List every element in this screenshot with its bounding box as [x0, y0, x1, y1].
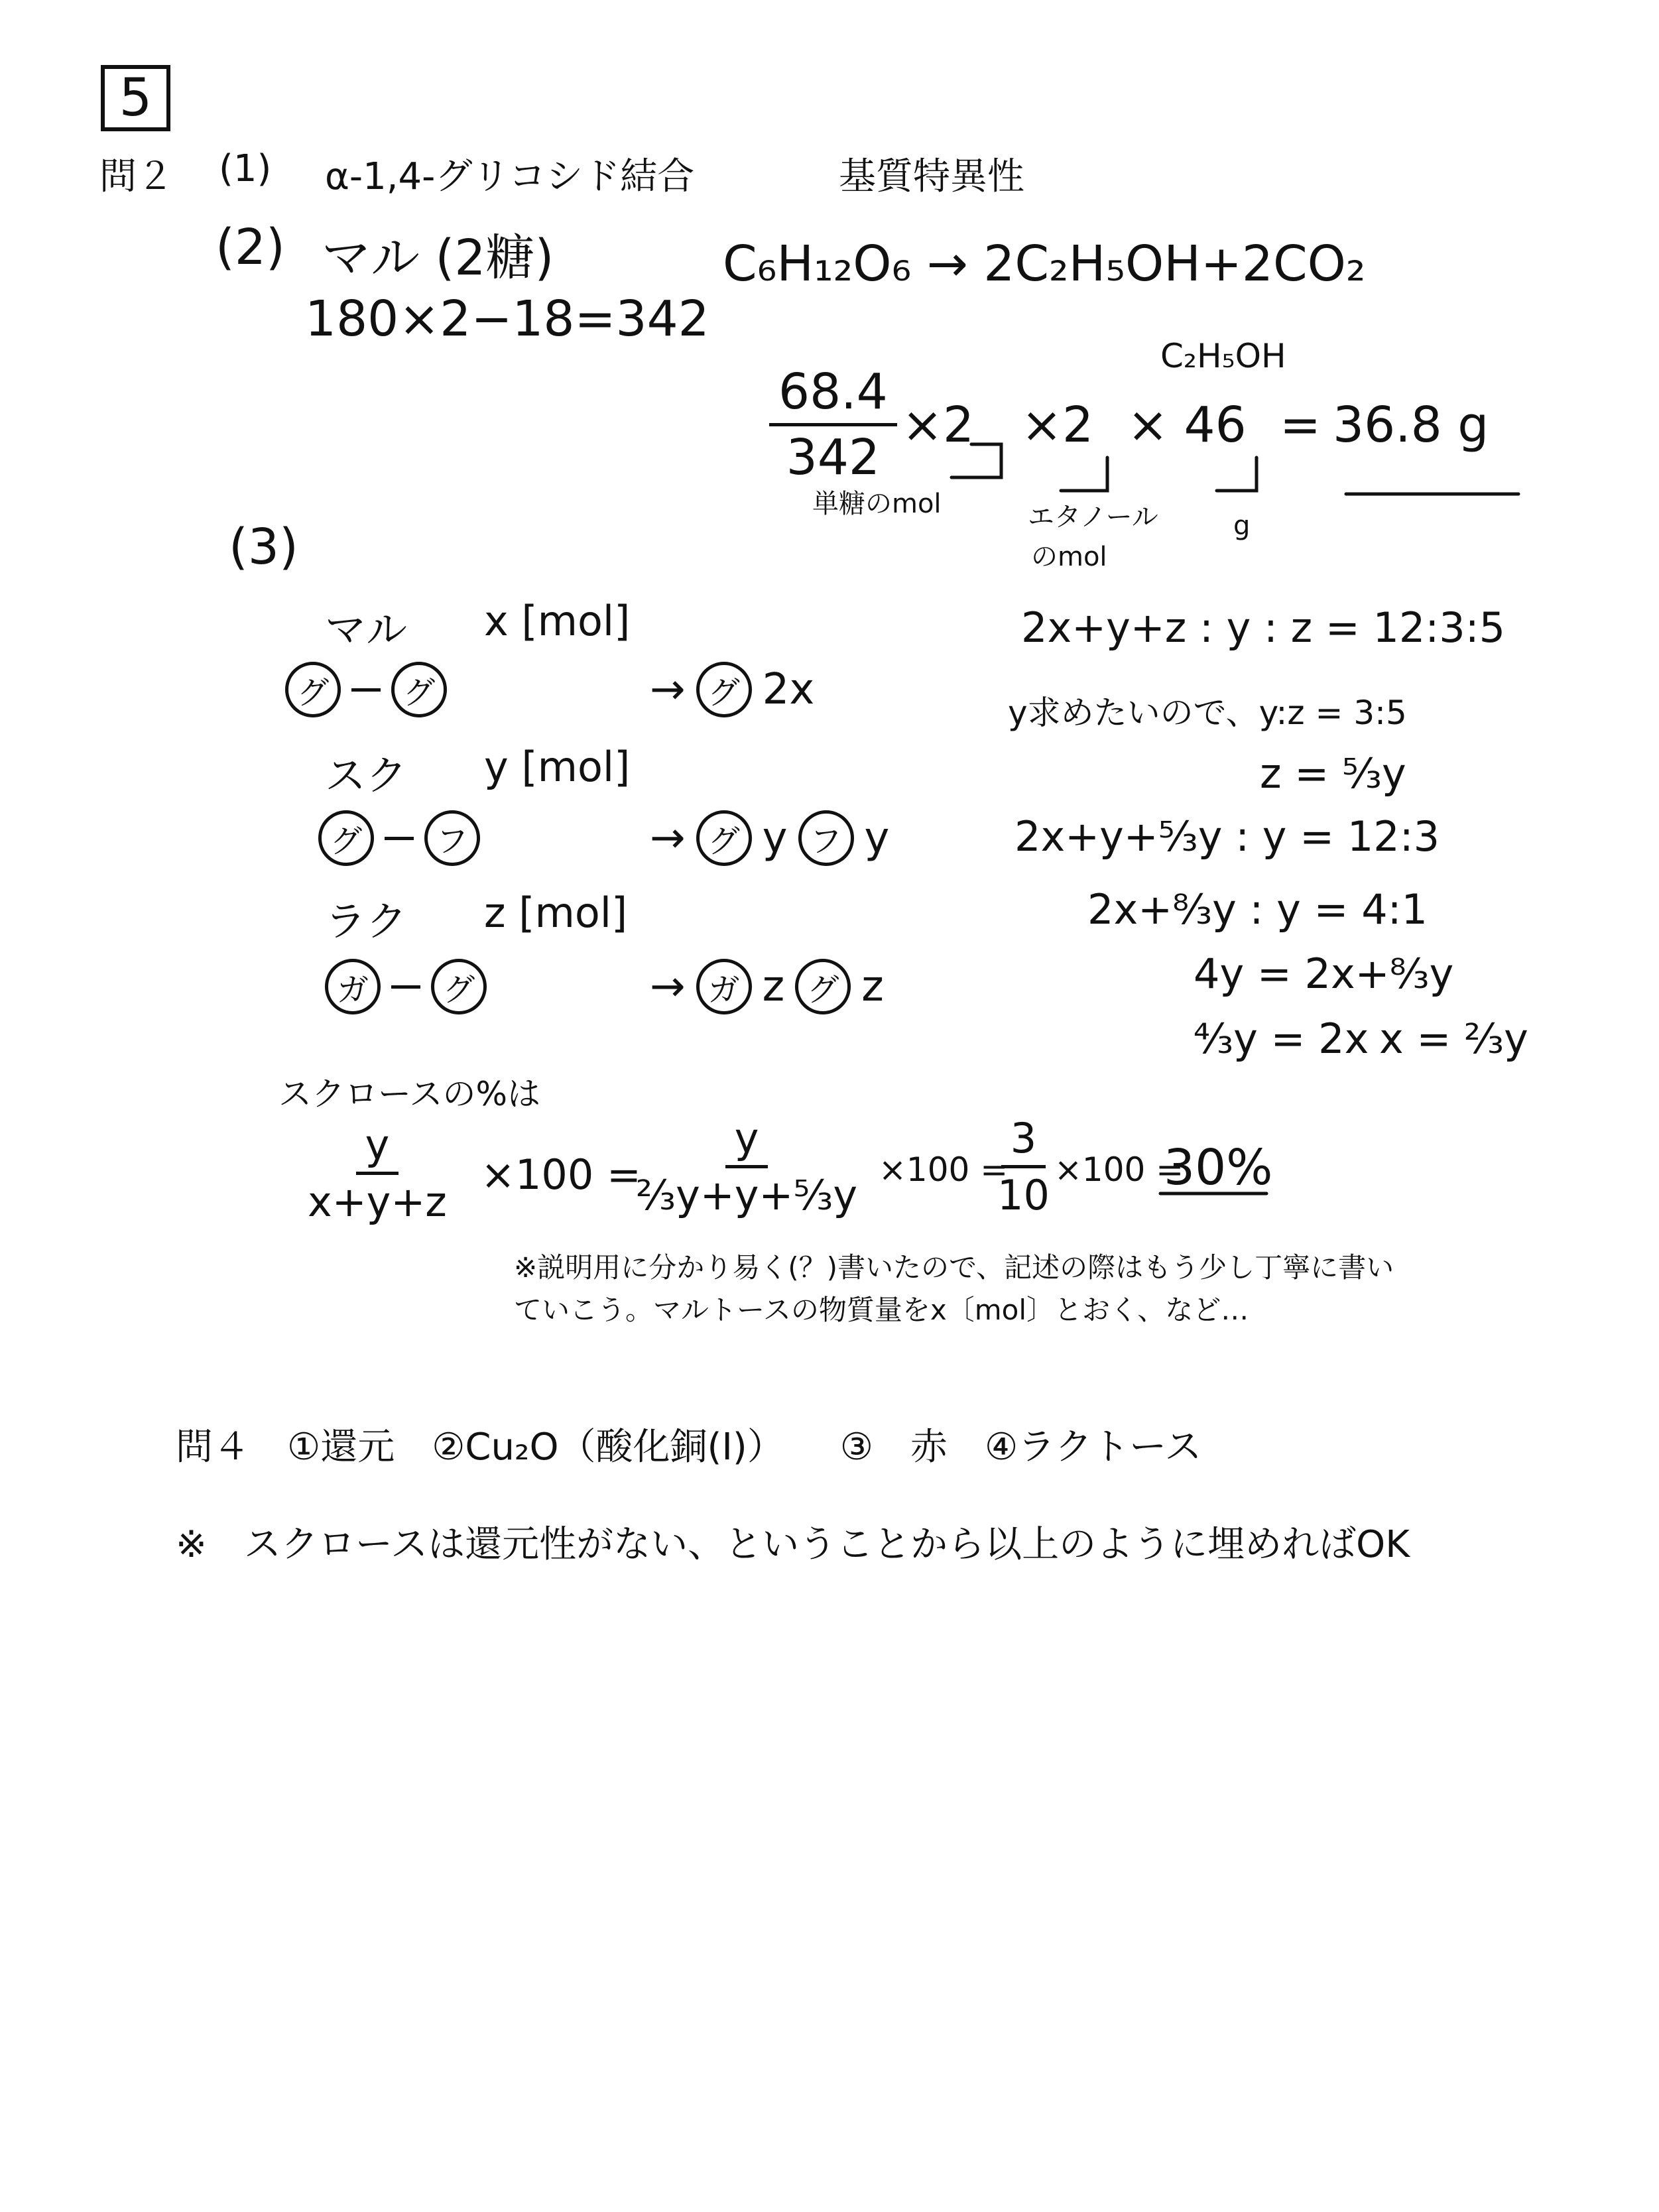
- q2-p1-label: (1): [219, 147, 272, 190]
- eq5: 2x+⁸⁄₃y : y = 4:1: [1087, 885, 1428, 934]
- maltose-var: x [mol]: [484, 597, 631, 645]
- glucose-unit: グ: [431, 959, 487, 1014]
- glucose-unit: グ: [318, 810, 374, 866]
- q2-p2-frac-den: 342: [786, 429, 880, 486]
- galactose-unit: ガ: [696, 959, 752, 1014]
- q2-p2-ethanol-label: C₂H₅OH: [1160, 337, 1286, 375]
- eq2: y求めたいので、y:z = 3:5: [1008, 694, 1407, 732]
- arrow: →: [650, 814, 686, 863]
- q2-p2-note-ethanol-2: のmol: [1031, 542, 1107, 572]
- q2-p2-equals: =: [1280, 397, 1321, 454]
- q2-label: 問２: [99, 155, 174, 198]
- problem-number: 5: [119, 68, 153, 128]
- q2-p2-note-mono: 単糖のmol: [812, 489, 942, 519]
- arrow: →: [650, 962, 686, 1011]
- sucrose-product-amount-1: y: [762, 814, 788, 863]
- eq7b: x = ²⁄₃y: [1379, 1014, 1528, 1063]
- q2-p2-sugar: マル (2糖): [322, 229, 554, 286]
- galactose-unit: ガ: [325, 959, 381, 1014]
- sucrose-var: y [mol]: [484, 743, 631, 791]
- pct-f3-num: 3: [1001, 1114, 1046, 1168]
- bracket-g: [1217, 458, 1257, 491]
- q4-text: 問４ ①還元 ②Cu₂O（酸化銅(I)） ③ 赤 ④ラクトース: [176, 1426, 1202, 1469]
- fructose-unit: フ: [424, 810, 480, 866]
- q2-p3-label: (3): [229, 519, 298, 576]
- sucrose-pct-label: スクロースの%は: [278, 1075, 541, 1113]
- eq7a: ⁴⁄₃y = 2x: [1194, 1014, 1369, 1063]
- q2-p2-times2: ×2: [1021, 397, 1094, 454]
- q2-p2-times1: ×2: [902, 397, 975, 454]
- lactose-product-amount-1: z: [762, 962, 785, 1011]
- arrow: →: [650, 665, 686, 714]
- maltose-label: マル: [325, 605, 408, 654]
- note-line-2: ていこう。マルトースの物質量をx〔mol〕とおく、など…: [514, 1294, 1249, 1326]
- sucrose-label: スク: [325, 751, 408, 800]
- q2-p2-mw-calc: 180×2−18=342: [305, 290, 709, 347]
- q2-p1-property: 基質特異性: [839, 155, 1024, 198]
- q2-p2-times3: × 46: [1127, 397, 1247, 454]
- q2-p2-frac-num: 68.4: [769, 363, 897, 426]
- eq1: 2x+y+z : y : z = 12:3:5: [1021, 603, 1506, 652]
- lactose-product-amount-2: z: [861, 962, 884, 1011]
- glucose-unit: グ: [696, 662, 752, 717]
- q2-p2-label: (2): [215, 219, 285, 276]
- pct-f1-mul: ×100 =: [481, 1150, 641, 1199]
- glucose-unit: グ: [795, 959, 851, 1014]
- q2-p2-note-g: g: [1233, 511, 1251, 541]
- lactose-var: z [mol]: [484, 889, 628, 937]
- glucose-unit: グ: [696, 810, 752, 866]
- q2-p2-reaction: C₆H₁₂O₆ → 2C₂H₅OH+2CO₂: [723, 235, 1366, 292]
- maltose-product-amount: 2x: [762, 665, 815, 714]
- bracket-mono: [952, 444, 1001, 477]
- pct-f3-mul: ×100 =: [1054, 1150, 1184, 1189]
- pct-f3-den: 10: [997, 1171, 1050, 1219]
- q2-p2-result: 36.8 g: [1333, 397, 1489, 454]
- q2-p2-note-ethanol-1: エタノール: [1028, 502, 1158, 532]
- glucose-unit: グ: [285, 662, 341, 717]
- pct-final: 30%: [1164, 1139, 1273, 1196]
- pct-f2-mul: ×100 =: [879, 1150, 1009, 1189]
- sucrose-product-amount-2: y: [864, 814, 890, 863]
- bracket-ethanol: [1061, 458, 1107, 491]
- q2-p1-bond: α-1,4-グリコシド結合: [325, 155, 695, 198]
- pct-f1-den: x+y+z: [308, 1178, 447, 1226]
- glucose-unit: グ: [391, 662, 447, 717]
- eq4: 2x+y+⁵⁄₃y : y = 12:3: [1014, 812, 1440, 861]
- eq6: 4y = 2x+⁸⁄₃y: [1194, 950, 1454, 998]
- lactose-label: ラク: [325, 897, 408, 946]
- pct-f2-num: y: [725, 1114, 768, 1168]
- note-line-1: ※説明用に分かり易く(？)書いたので、記述の際はもう少し丁寧に書い: [514, 1251, 1394, 1284]
- remark: ※ スクロースは還元性がない、ということから以上のように埋めればOK: [176, 1523, 1410, 1566]
- pct-f2-den: ²⁄₃y+y+⁵⁄₃y: [636, 1171, 858, 1219]
- fructose-unit: フ: [798, 810, 854, 866]
- eq3: z = ⁵⁄₃y: [1260, 749, 1406, 798]
- pct-f1-num: y: [356, 1121, 399, 1175]
